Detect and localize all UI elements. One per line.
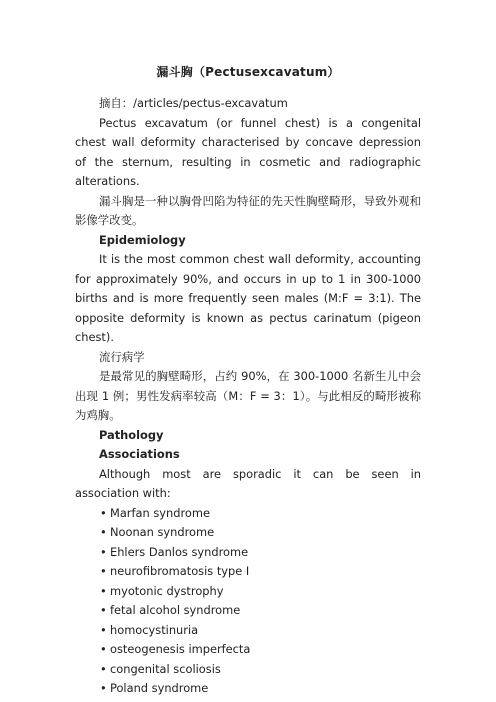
- bullet-marker: •: [100, 564, 107, 578]
- list-item-text: neurofibromatosis type I: [110, 564, 250, 578]
- pathology-heading: Pathology: [99, 427, 164, 442]
- bullet-marker: •: [100, 603, 107, 617]
- bullet-marker: •: [100, 583, 107, 598]
- list-item: [75, 621, 421, 641]
- list-item: [75, 679, 421, 699]
- list-item-text: Poland syndrome: [110, 681, 209, 695]
- source-line: 摘自：/articles/pectus-excavatum: [99, 96, 288, 110]
- bullet-marker: •: [100, 544, 107, 559]
- bullet-marker: •: [100, 525, 107, 539]
- list-item: [75, 582, 421, 602]
- epidemiology-heading-chinese: 流行病学: [99, 349, 145, 364]
- intro-chinese: 漏斗胸是一种以胸骨凹陷为特征的先天性胸壁畸形，导致外观和影像学改变。: [75, 193, 421, 227]
- associations-list: [75, 504, 421, 699]
- epidemiology-english: It is the most common chest wall deformity, accounting for approximately 90%, and occurs in up to 1 in 300-1000 births and is more frequently seen males (M:F = 3:1). The opposite deformity is known as pectus carinatum (pigeon chest).: [75, 252, 421, 344]
- list-item: [75, 504, 421, 524]
- list-item: [75, 660, 421, 680]
- list-item-text: fetal alcohol syndrome: [110, 603, 241, 617]
- list-item-text: Ehlers Danlos syndrome: [110, 544, 249, 559]
- list-item: [75, 523, 421, 543]
- list-item: [75, 640, 421, 660]
- list-item: [75, 601, 421, 621]
- list-item-text: osteogenesis imperfecta: [110, 642, 251, 656]
- list-item-text: Marfan syndrome: [110, 505, 210, 520]
- epidemiology-chinese: 是最常见的胸壁畸形，占约 90%，在 300-1000 名新生儿中会出现 1 例；男性发病率较高（M：F = 3：1）。与此相反的畸形被称为鸡胸。: [75, 369, 421, 422]
- list-item-text: homocystinuria: [110, 622, 199, 637]
- bullet-marker: •: [100, 681, 107, 695]
- list-item: [75, 543, 421, 563]
- list-item-text: Noonan syndrome: [110, 525, 215, 539]
- bullet-marker: •: [100, 622, 107, 637]
- document-body: [75, 94, 421, 699]
- bullet-marker: •: [100, 661, 107, 676]
- bullet-marker: •: [100, 505, 107, 520]
- document-title: 漏斗胸（Pectusexcavatum）: [156, 65, 340, 79]
- intro-english: Pectus excavatum (or funnel chest) is a congenital chest wall deformity characterised by concave depression of the sternum, resulting in cosmetic and radiographic alterations.: [75, 115, 421, 188]
- list-item-text: myotonic dystrophy: [110, 583, 224, 598]
- associations-intro: Although most are sporadic it can be seen in association with:: [75, 466, 421, 500]
- list-item: [75, 562, 421, 582]
- list-item-text: congenital scoliosis: [110, 661, 221, 676]
- epidemiology-heading: Epidemiology: [99, 232, 186, 247]
- bullet-marker: •: [100, 642, 107, 656]
- associations-heading: Associations: [99, 447, 180, 461]
